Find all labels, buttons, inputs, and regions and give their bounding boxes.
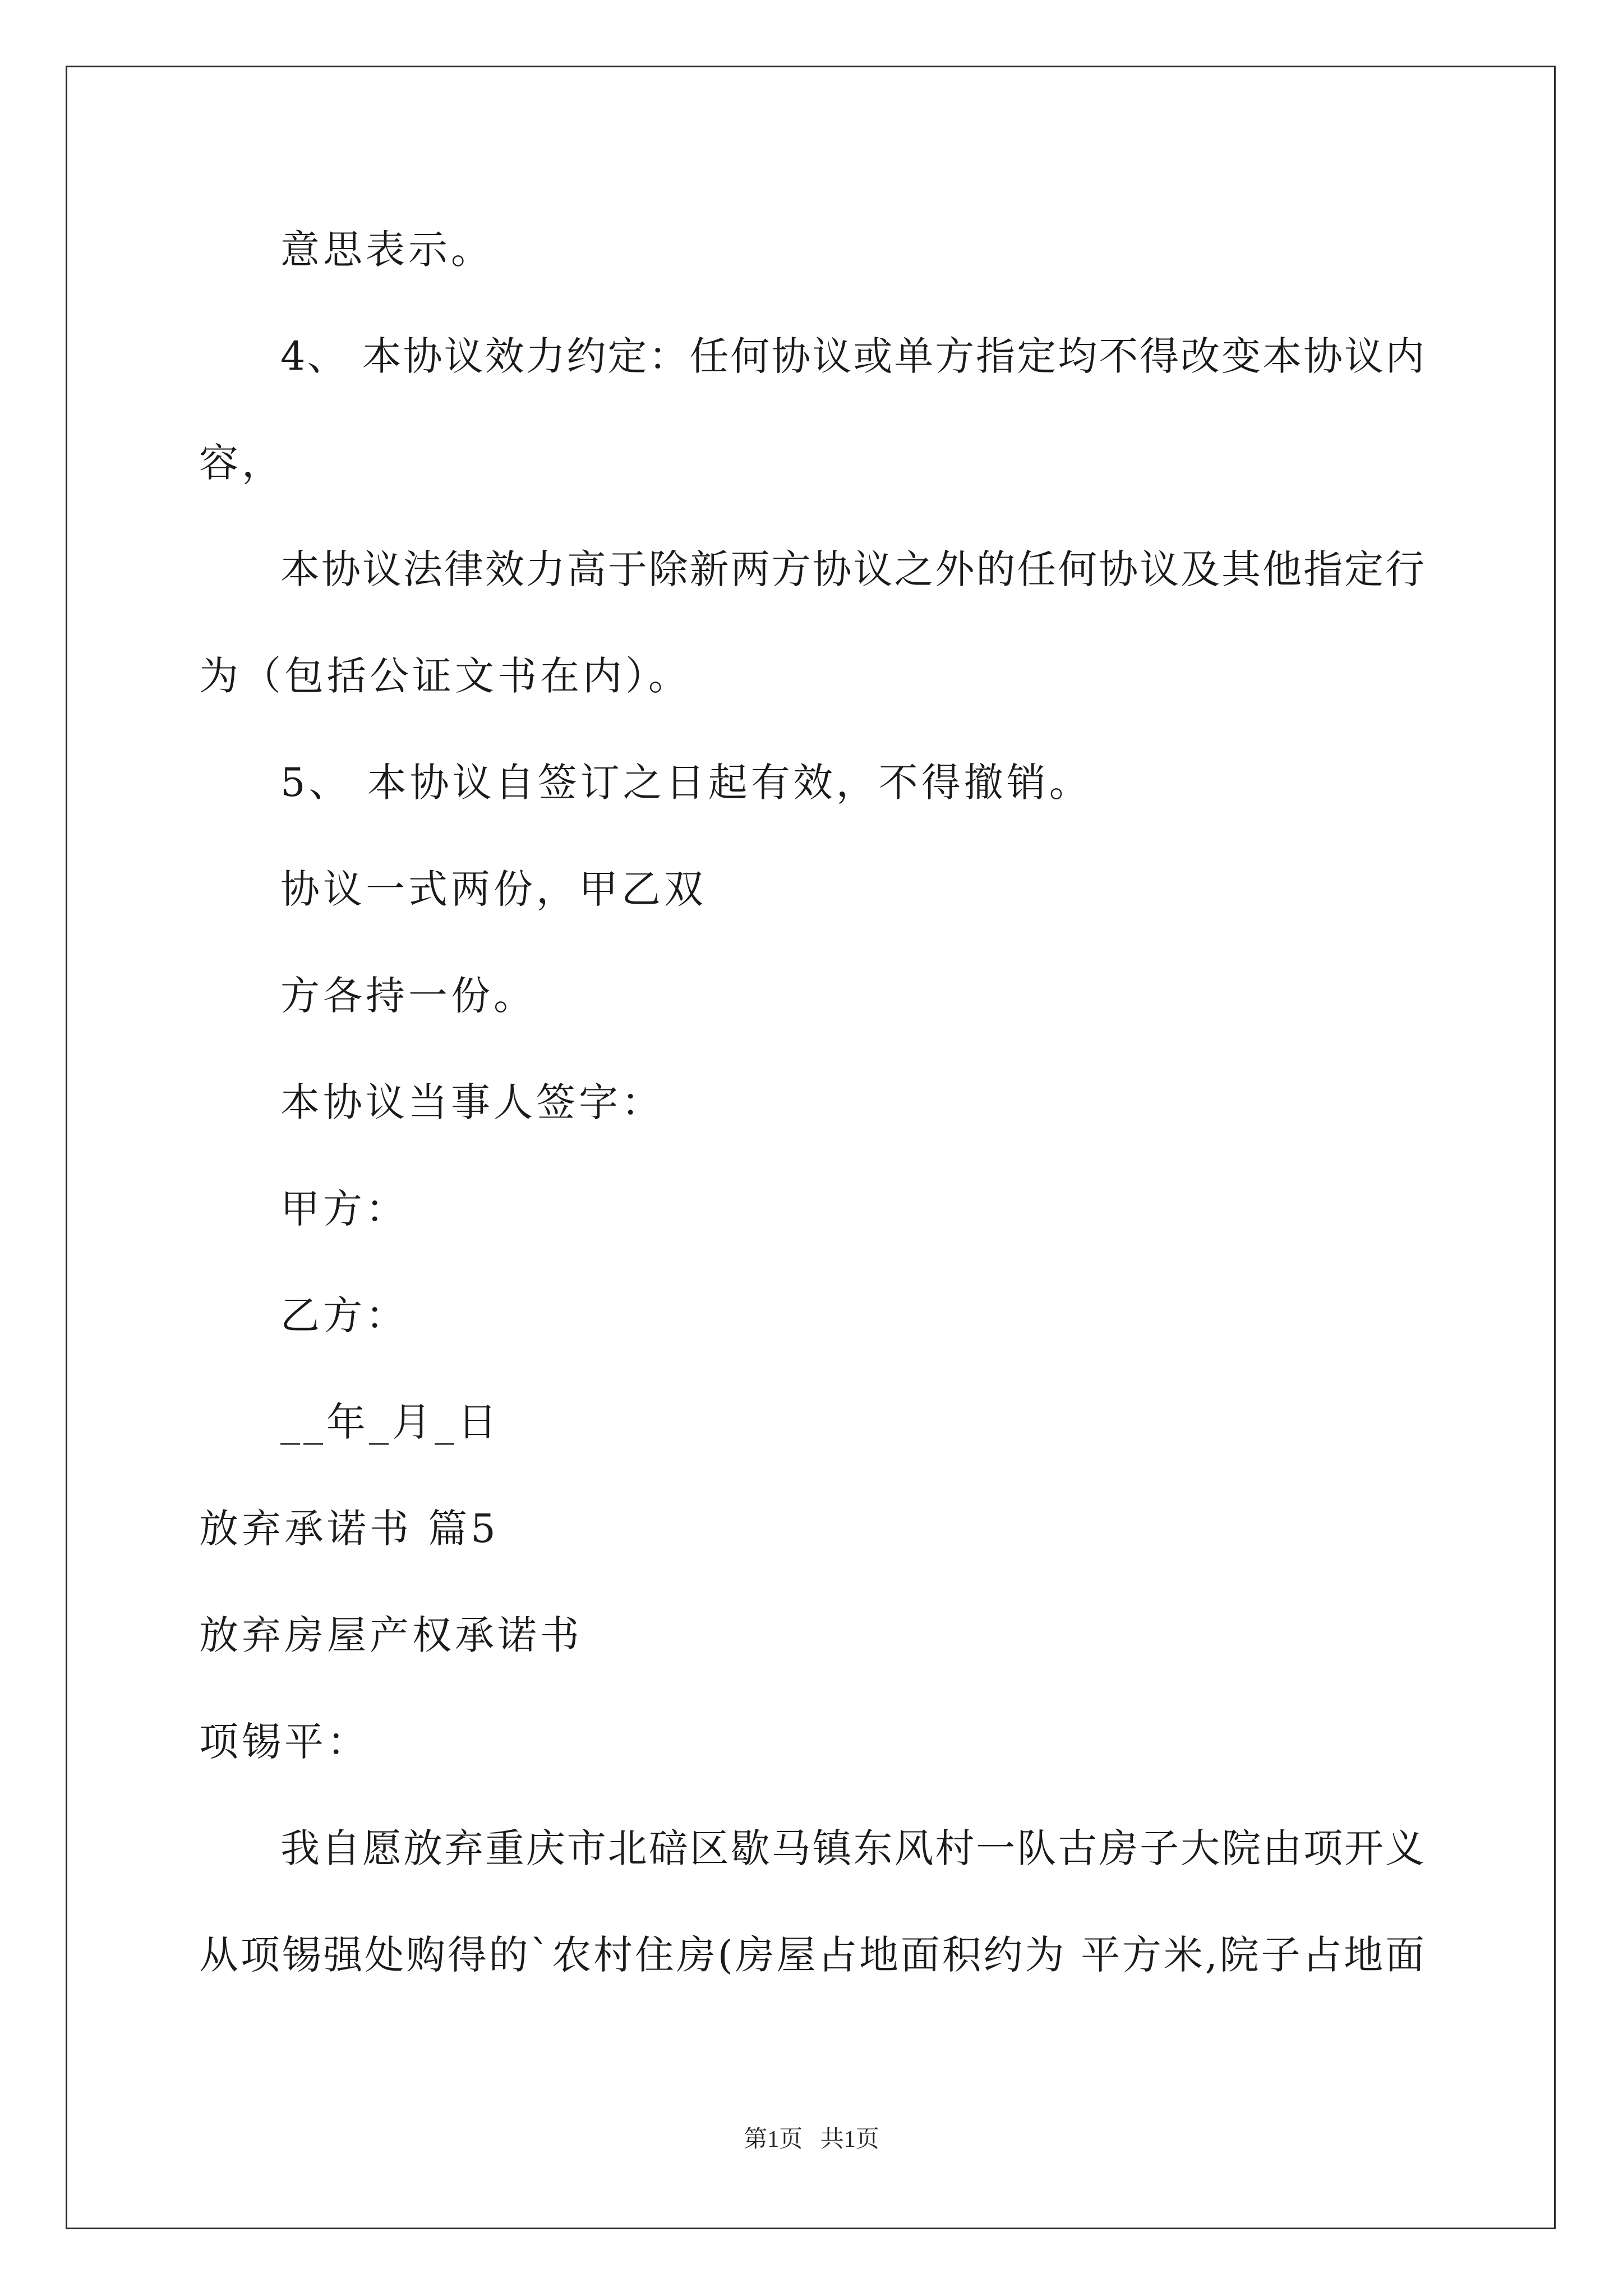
document-title: 放弃房屋产权承诺书 xyxy=(199,1612,583,1658)
paragraph-line: 本协议当事人签字： xyxy=(280,1079,664,1125)
addressee: 项锡平： xyxy=(199,1719,370,1765)
paragraph-line: 方各持一份。 xyxy=(280,973,536,1019)
paragraph-line: 意思表示。 xyxy=(280,227,494,273)
section-heading: 放弃承诺书 篇5 xyxy=(199,1506,499,1552)
paragraph-line: 本协议法律效力高于除新两方协议之外的任何协议及其他指定行 xyxy=(280,546,1424,592)
page-border xyxy=(66,66,1556,2229)
signature-party-b: 乙方： xyxy=(280,1292,408,1338)
page-footer: 第1页 共1页 xyxy=(744,2127,879,2152)
paragraph-line: 5、 本协议自签订之日起有效，不得撤销。 xyxy=(280,760,1092,806)
paragraph-line: 协议一式两份，甲乙双 xyxy=(280,866,707,912)
paragraph-line: 我自愿放弃重庆市北碚区歇马镇东风村一队古房子大院由项开义 xyxy=(280,1825,1424,1871)
paragraph-line: 4、 本协议效力约定：任何协议或单方指定均不得改变本协议内 xyxy=(280,333,1424,379)
signature-party-a: 甲方： xyxy=(280,1186,408,1232)
signature-date: __年_月_日 xyxy=(280,1399,500,1445)
paragraph-line: 为（包括公证文书在内）。 xyxy=(199,653,691,699)
paragraph-line: 容， xyxy=(199,440,284,486)
paragraph-line: 从项锡强处购得的`农村住房(房屋占地面积约为 平方米,院子占地面 xyxy=(199,1932,1424,1978)
